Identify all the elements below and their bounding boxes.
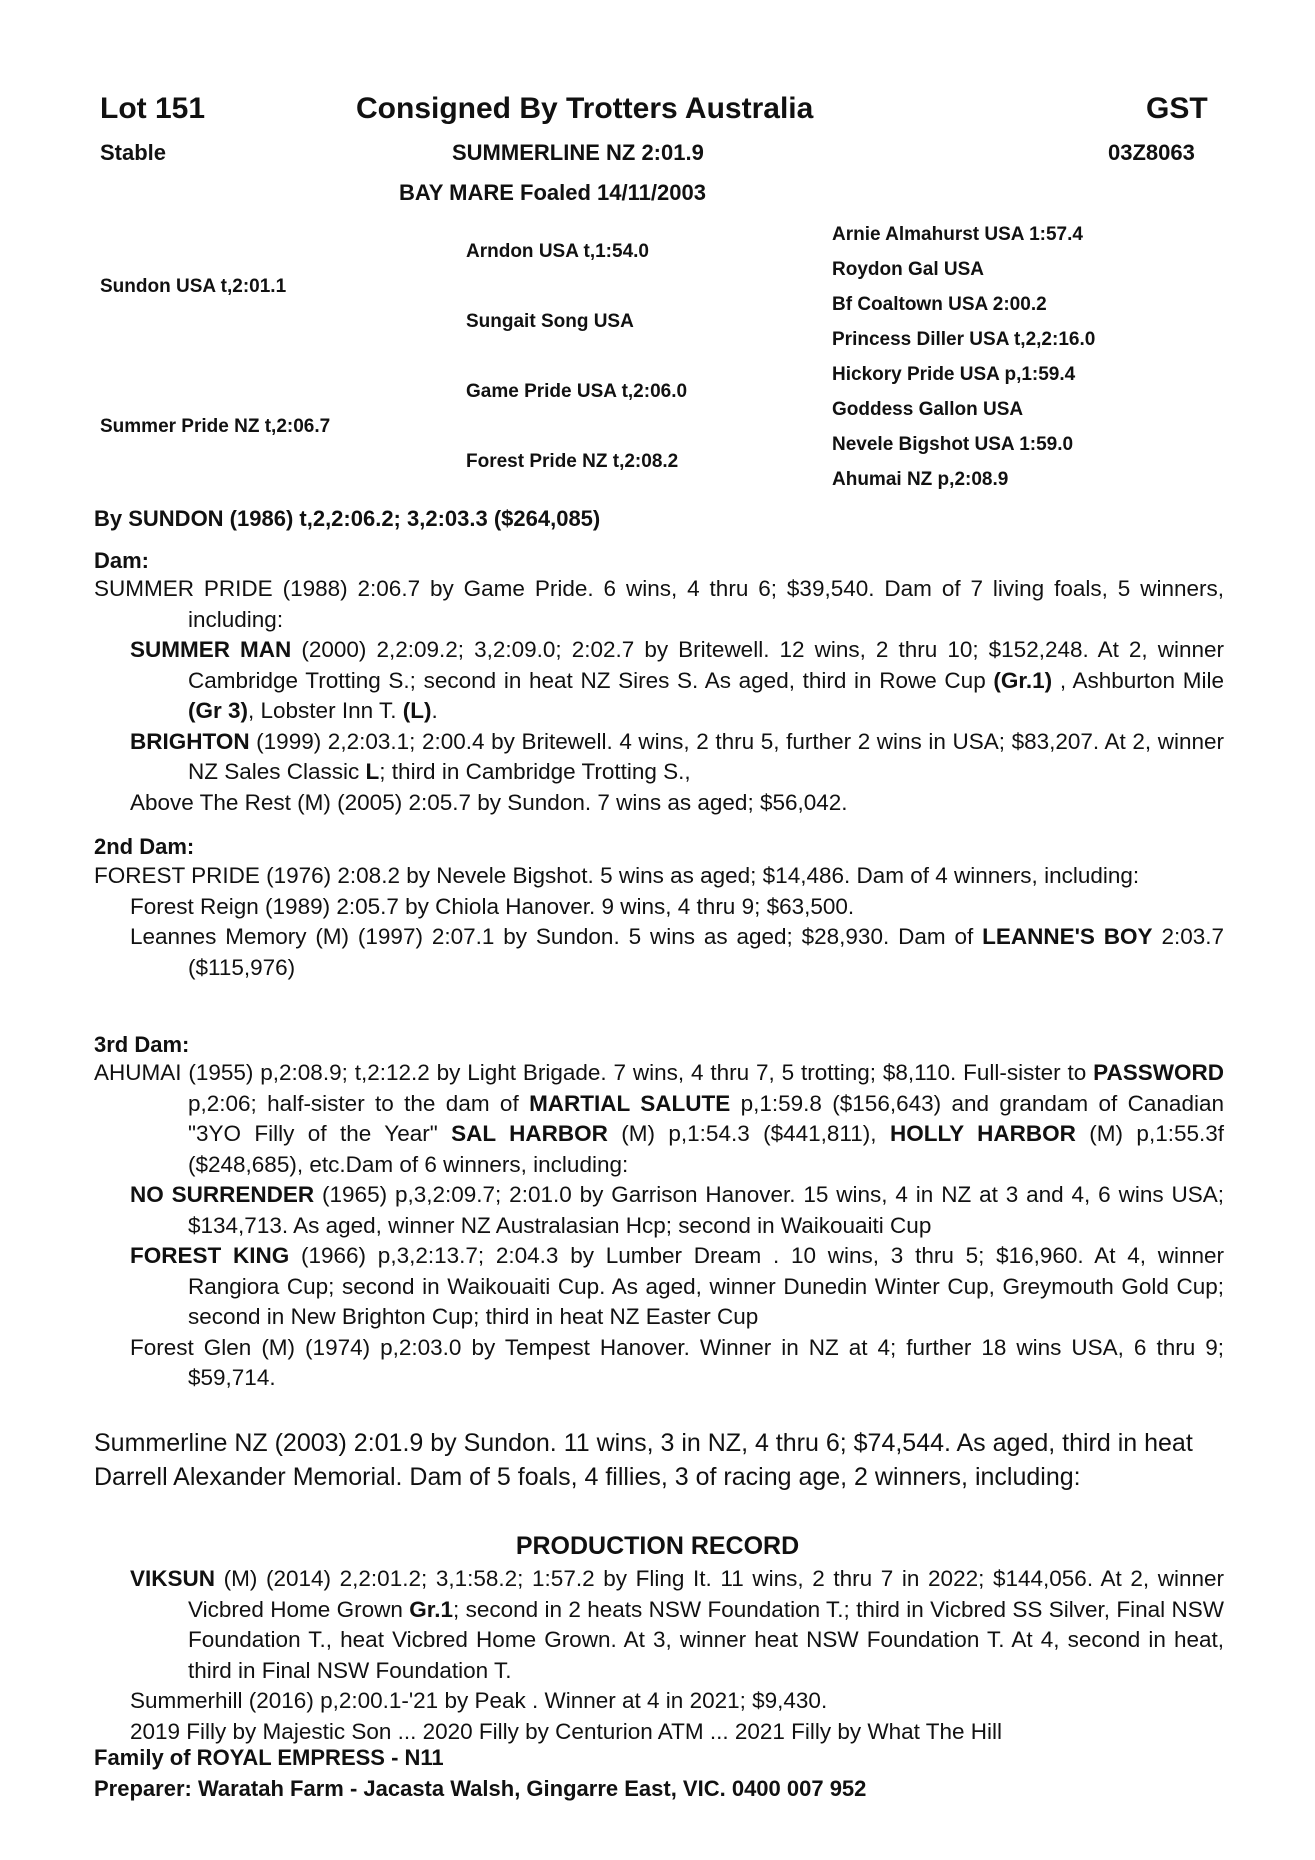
horse-name: SUMMERLINE NZ 2:01.9: [452, 140, 704, 165]
list-item: [94, 635, 1224, 727]
race-grade: (L): [402, 698, 432, 723]
pedigree-sire: Sundon USA t,2:01.1: [100, 276, 287, 297]
offspring-details: 2:03.7 ($115,976): [188, 924, 1225, 980]
by-line: By SUNDON (1986) t,2,2:06.2; 3,2:03.3 ($264,085): [94, 506, 601, 531]
preparer-line: Preparer: Waratah Farm - Jacasta Walsh, Gingarre East, VIC. 0400 007 952: [94, 1776, 867, 1801]
dam3-title: 3rd Dam:: [94, 1032, 190, 1057]
pedigree-g1: Arnie Almahurst USA 1:57.4: [832, 224, 1083, 245]
dam-details: (M) p,1:55.3f ($248,685), etc.Dam of 6 winners, including:: [188, 1121, 1225, 1177]
list-item: [94, 1564, 1224, 1686]
list-item: Above The Rest (M) (2005) 2:05.7 by Sundon. 7 wins as aged; $56,042.: [130, 789, 848, 815]
relative-name: MARTIAL SALUTE: [529, 1090, 731, 1116]
offspring-name: SUMMER MAN: [130, 637, 292, 662]
list-item: Summerhill (2016) p,2:00.1-'21 by Peak . Winner at 4 in 2021; $9,430.: [130, 1688, 828, 1713]
offspring-details: Leannes Memory (M) (1997) 2:07.1 by Sundon. 5 wins as aged; $28,930. Dam of: [130, 924, 983, 949]
stable-label: Stable: [100, 140, 167, 165]
pedigree-g8: Ahumai NZ p,2:08.9: [832, 469, 1009, 490]
offspring-name: LEANNE'S BOY: [982, 924, 1153, 949]
offspring-details: .: [431, 698, 438, 723]
pedigree-dam-dam: Forest Pride NZ t,2:08.2: [466, 451, 679, 472]
pedigree-g5: Hickory Pride USA p,1:59.4: [832, 364, 1076, 385]
list-item: Forest Reign (1989) 2:05.7 by Chiola Hanover. 9 wins, 4 thru 9; $63,500.: [130, 893, 855, 919]
offspring-details: (M) (2014) 2,2:01.2; 3,1:58.2; 1:57.2 by Fling It. 11 wins, 2 thru 7 in 2022; $144,056. At 2, winner Vicbred Home Grown: [188, 1566, 1224, 1622]
consigner: Consigned By Trotters Australia: [356, 92, 814, 125]
offspring-name: VIKSUN: [130, 1566, 216, 1591]
dam-details: p,1:59.8 ($156,643) and grandam of Canadian "3YO Filly of the Year": [188, 1090, 1224, 1146]
dam-section: [94, 574, 1224, 818]
horse-code: 03Z8063: [1108, 140, 1195, 165]
tax-label: GST: [1146, 92, 1208, 125]
offspring-details: (1999) 2,2:03.1; 2:00.4 by Britewell. 4 wins, 2 thru 5, further 2 wins in USA; $83,207. At 2, winner NZ Sales Classic: [188, 728, 1224, 784]
relative-name: HOLLY HARBOR: [889, 1121, 1076, 1146]
offspring-name: FOREST KING: [130, 1243, 290, 1268]
offspring-details: ; second in 2 heats NSW Foundation T.; third in Vicbred SS Silver, Final NSW Foundation T., heat Vicbred Home Grown. At 3, winner heat NSW Foundation T. At 4, second in heat, third in Final NSW Foundation T.: [188, 1596, 1224, 1683]
relative-name: SAL HARBOR: [451, 1121, 608, 1146]
pedigree-dam-sire: Game Pride USA t,2:06.0: [466, 381, 688, 402]
list-item: [94, 727, 1224, 788]
dam-title: Dam:: [94, 548, 150, 573]
pedigree-g3: Bf Coaltown USA 2:00.2: [832, 294, 1047, 315]
dam-details: p,2:06; half-sister to the dam of: [188, 1090, 530, 1116]
offspring-details: ; third in Cambridge Trotting S.,: [379, 759, 691, 784]
offspring-name: BRIGHTON: [130, 728, 250, 754]
pedigree-g4: Princess Diller USA t,2,2:16.0: [832, 329, 1096, 350]
pedigree-dam: Summer Pride NZ t,2:06.7: [100, 416, 331, 437]
race-grade: (Gr 3): [188, 698, 249, 723]
pedigree-sire-dam: Sungait Song USA: [466, 311, 634, 332]
horse-description: BAY MARE Foaled 14/11/2003: [399, 180, 706, 205]
race-grade: (Gr.1): [993, 667, 1053, 693]
summary: Summerline NZ (2003) 2:01.9 by Sundon. 11 wins, 3 in NZ, 4 thru 6; $74,544. As aged, third in heat Darrell Alexander Memorial. Dam of 5 foals, 4 fillies, 3 of racing age, 2 winners, including:: [94, 1429, 1193, 1491]
list-item: [94, 1241, 1224, 1333]
offspring-details: , Lobster Inn T.: [248, 698, 403, 723]
list-item: [94, 922, 1224, 983]
offspring-details: (1965) p,3,2:09.7; 2:01.0 by Garrison Hanover. 15 wins, 4 in NZ at 3 and 4, 6 wins USA; $134,713. As aged, winner NZ Australasian Hcp; second in Waikouaiti Cup: [188, 1182, 1224, 1238]
race-grade: Gr.1: [409, 1596, 454, 1622]
pedigree-g7: Nevele Bigshot USA 1:59.0: [832, 434, 1074, 455]
dam2-section: [94, 861, 1224, 983]
race-grade: L: [365, 759, 380, 784]
lot-number: Lot 151: [100, 92, 206, 125]
dam2-title: 2nd Dam:: [94, 834, 195, 859]
dam3-section: [94, 1058, 1224, 1394]
offspring-details: , Ashburton Mile: [1052, 667, 1224, 693]
list-item: Forest Glen (M) (1974) p,2:03.0 by Tempest Hanover. Winner in NZ at 4; further 18 wins USA, 6 thru 9; $59,714.: [130, 1334, 1224, 1390]
offspring-details: (1966) p,3,2:13.7; 2:04.3 by Lumber Dream . 10 wins, 3 thru 5; $16,960. At 4, winner Rangiora Cup; second in Waikouaiti Cup. As aged, winner Dunedin Winter Cup, Greymouth Gold Cup; second in New Brighton Cup; third in heat NZ Easter Cup: [188, 1243, 1225, 1329]
offspring-details: (2000) 2,2:09.2; 3,2:09.0; 2:02.7 by Britewell. 12 wins, 2 thru 10; $152,248. At 2, winner Cambridge Trotting S.; second in heat NZ Sires S. As aged, third in Rowe Cup: [188, 637, 1224, 693]
pedigree-g2: Roydon Gal USA: [832, 259, 985, 280]
production-title: PRODUCTION RECORD: [515, 1532, 800, 1560]
relative-name: PASSWORD: [1093, 1060, 1224, 1085]
dam-details: AHUMAI (1955) p,2:08.9; t,2:12.2 by Light Brigade. 7 wins, 4 thru 7, 5 trotting; $8,110. Full-sister to: [94, 1060, 1094, 1085]
dam-intro: SUMMER PRIDE (1988) 2:06.7 by Game Pride. 6 wins, 4 thru 6; $39,540. Dam of 7 living foals, 5 winners, including:: [94, 576, 1224, 632]
list-item: 2019 Filly by Majestic Son ... 2020 Filly by Centurion ATM ... 2021 Filly by What The Hill: [130, 1718, 1003, 1744]
pedigree-g6: Goddess Gallon USA: [832, 399, 1024, 420]
pedigree-sire-sire: Arndon USA t,1:54.0: [466, 241, 649, 262]
production-section: [94, 1564, 1224, 1747]
offspring-name: NO SURRENDER: [130, 1182, 315, 1207]
dam3-intro: [94, 1058, 1224, 1180]
dam2-intro: FOREST PRIDE (1976) 2:08.2 by Nevele Bigshot. 5 wins as aged; $14,486. Dam of 4 winners, including:: [94, 863, 1140, 888]
family-line: Family of ROYAL EMPRESS - N11: [94, 1745, 444, 1770]
dam-details: (M) p,1:54.3 ($441,811),: [607, 1121, 890, 1146]
list-item: [94, 1180, 1224, 1241]
